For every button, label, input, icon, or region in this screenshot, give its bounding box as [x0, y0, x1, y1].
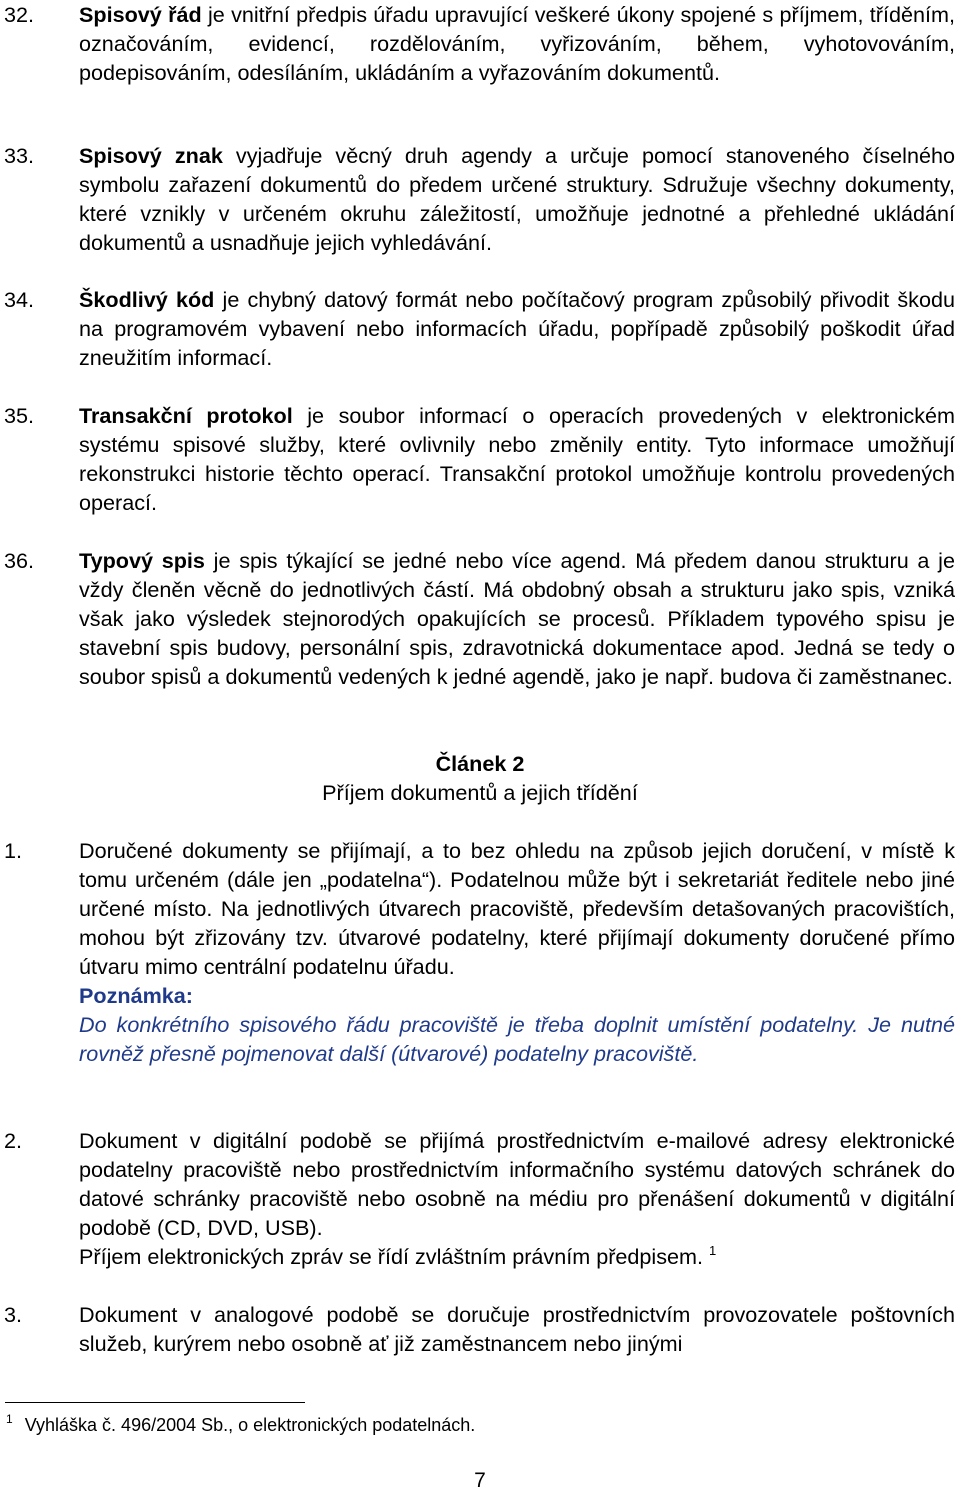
item-extra: [79, 1242, 955, 1271]
definition-body: [79, 546, 955, 691]
note-text: Do konkrétního spisového řádu pracoviště je třeba doplnit umístění podatelny. Je nutné rovněž přesně pojmenovat další (útvarové) podatelny pracoviště.: [79, 1012, 955, 1066]
article-subtitle: Příjem dokumentů a jejich třídění: [322, 780, 638, 805]
definition-number: 34.: [4, 287, 35, 312]
footnote-number: 1: [6, 1412, 13, 1426]
item-text: Dokument v analogové podobě se doručuje prostřednictvím provozovatele poštovních služeb, kurýrem nebo osobně ať již zaměstnancem nebo jinými: [79, 1302, 955, 1356]
item-number: 3.: [4, 1302, 23, 1327]
definition-35: [0, 401, 955, 517]
item-extra-text: Příjem elektronických zpráv se řídí zvláštním právním předpisem.: [79, 1244, 704, 1269]
definition-text: je spis týkající se jedné nebo více agend. Má předem danou strukturu a je vždy členěn věcně do jednotlivých částí. Má obdobný obsah a strukturu jako spis, vzniká však jako výsledek stejnorodých opakujících se procesů. Příkladem typového spisu je stavební spis budovy, personální spis, zdravotnická dokumentace apod. Jedná se tedy o soubor spisů a dokumentů vedených k jedné agendě, jako je např. budova či zaměstnanec.: [79, 548, 955, 689]
footnote-reference[interactable]: 1: [709, 1243, 717, 1258]
definition-body: [79, 285, 955, 372]
definition-number: 32.: [4, 2, 35, 27]
item-text: Doručené dokumenty se přijímají, a to bez ohledu na způsob jejich doručení, v místě k tomu určeném (dále jen „podatelna“). Podatelnou může být i sekretariát ředitele nebo jiné určené místo. Na jednotlivých útvarech pracoviště, především detašovaných pracovištích, mohou být zřizovány tzv. útvarové podatelny, které přijímají dokumenty doručené přímo útvaru mimo centrální podatelnu úřadu.: [79, 838, 955, 979]
definition-32: [0, 0, 955, 87]
note-label: Poznámka:: [79, 983, 193, 1008]
definition-term: Škodlivý kód: [79, 287, 215, 312]
item-number: 2.: [4, 1128, 23, 1153]
definition-34: [0, 285, 955, 372]
definition-text: je vnitřní předpis úřadu upravující veškeré úkony spojené s příjmem, tříděním, označováním, evidencí, rozdělováním, vyřizováním, během, vyhotovováním, podepisováním, odesíláním, ukládáním a vyřazováním dokumentů.: [79, 2, 955, 85]
item-body: [79, 836, 955, 1068]
item-body: [79, 1126, 955, 1271]
definition-36: [0, 546, 955, 691]
item-text: Dokument v digitální podobě se přijímá prostřednictvím e-mailové adresy elektronické podatelny pracoviště nebo prostřednictvím informačního systému datových schránek do datové schránky pracoviště nebo osobně na médiu pro přenášení dokumentů v digitální podobě (CD, DVD, USB).: [79, 1128, 955, 1240]
footnote-separator: [5, 1402, 305, 1403]
article-title: Článek 2: [435, 751, 525, 776]
item-number: 1.: [4, 838, 23, 863]
footnote-text: Vyhláška č. 496/2004 Sb., o elektronických podatelnách.: [24, 1415, 476, 1435]
definition-number: 35.: [4, 403, 35, 428]
item-2: [0, 1126, 955, 1271]
definition-number: 33.: [4, 143, 35, 168]
definition-text: je soubor informací o operacích provedených v elektronickém systému spisové služby, které ovlivnily nebo změnily entity. Tyto informace umožňují rekonstrukci historie těchto operací. Transakční protokol umožňuje kontrolu provedených operací.: [79, 403, 955, 515]
definition-body: [79, 0, 955, 87]
definition-term: Spisový řád: [79, 2, 202, 27]
footnote: [6, 1412, 475, 1438]
definition-term: Spisový znak: [79, 143, 223, 168]
definition-33: [0, 141, 955, 257]
item-body: [79, 1300, 955, 1358]
definition-term: Typový spis: [79, 548, 205, 573]
item-1: [0, 836, 955, 1068]
item-3: [0, 1300, 955, 1358]
definition-number: 36.: [4, 548, 35, 573]
definition-term: Transakční protokol: [79, 403, 293, 428]
definition-body: [79, 401, 955, 517]
definition-text: vyjadřuje věcný druh agendy a určuje pomocí stanoveného číselného symbolu zařazení dokumentů do předem určené struktury. Sdružuje všechny dokumenty, které vznikly v určeném okruhu záležitostí, umožňuje jednotné a přehledné ukládání dokumentů a usnadňuje jejich vyhledávání.: [79, 143, 955, 255]
definition-body: [79, 141, 955, 257]
definition-text: je chybný datový formát nebo počítačový program způsobilý přivodit škodu na programovém vybavení nebo informacích úřadu, popřípadě způsobilý poškodit úřad zneužitím informací.: [79, 287, 955, 370]
page-number: 7: [474, 1469, 486, 1492]
